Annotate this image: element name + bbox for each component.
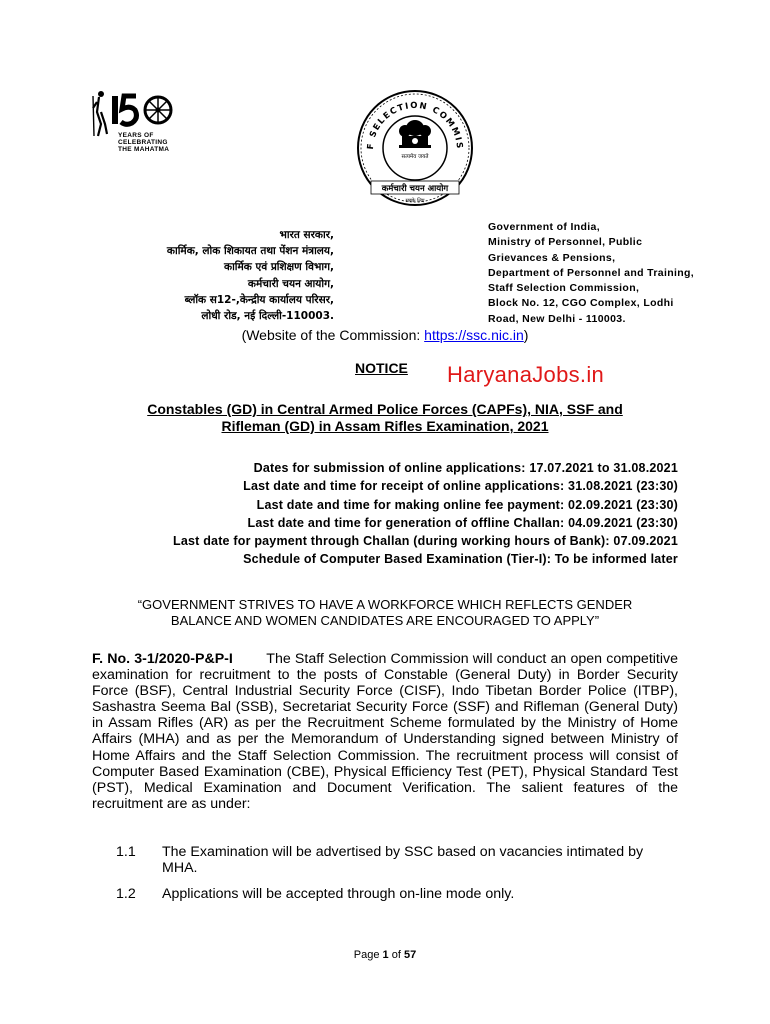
seal-hindi-name: कर्मचारी चयन आयोग [381,184,449,194]
english-address-line: Government of India, [488,221,601,233]
seal-arc-text: F SELECTION COMMIS [365,100,465,150]
seal-motto: सत्यमेव जयते [401,154,429,160]
ssc-emblem [355,88,475,210]
website-link[interactable]: https://ssc.nic.in [424,327,524,343]
english-address-line: Ministry of Personnel, Public [488,236,643,249]
list-item-text: The Examination will be advertised by SSC based on vacancies intimated by MHA. [162,844,644,877]
list-item-number: 1.1 [116,844,136,860]
hindi-address-line: कार्मिक, लोक शिकायत तथा पेंशन मंत्रालय, [166,245,334,258]
english-address [488,220,694,327]
exam-title-line-1: Constables (GD) in Central Armed Police Forces (CAPFs), NIA, SSF and [147,401,623,417]
footer-page-word: Page [353,949,380,961]
date-line: Last date and time for making online fee payment: 02.09.2021 (23:30) [256,497,678,512]
date-line: Last date and time for receipt of online applications: 31.08.2021 (23:30) [243,479,678,494]
gandhi-150-logo [92,88,202,174]
website-suffix: ) [523,327,529,343]
gandhi-150-emblem-icon [92,88,202,174]
list-item-text: Applications will be accepted through on-line mode only. [162,886,515,902]
footer-current-page: 1 [382,949,389,961]
english-address-line: Staff Selection Commission, [488,282,640,295]
watermark-text: HaryanaJobs.in [447,362,605,387]
quote-line-2: BALANCE AND WOMEN CANDIDATES ARE ENCOURAGED TO APPLY” [170,613,600,628]
list-item-number: 1.2 [116,886,136,902]
logo-line-1: YEARS OF [118,132,154,139]
ssc-seal-icon [355,88,475,210]
date-line: Last date for payment through Challan (during working hours of Bank): 07.09.2021 [173,534,678,549]
list-item [92,844,678,876]
date-line: Last date and time for generation of offline Challan: 04.09.2021 (23:30) [247,515,678,530]
hindi-address-line: भारत सरकार, [279,229,334,241]
notice-heading: NOTICE [355,360,408,376]
footer-total-pages: 57 [403,949,417,961]
quote-line-1: “GOVERNMENT STRIVES TO HAVE A WORKFORCE WHICH REFLECTS GENDER [137,597,633,612]
english-address-line: Grievances & Pensions, [488,251,616,264]
exam-title [0,401,770,435]
hindi-address-line: कार्मिक एवं प्रशिक्षण विभाग, [224,261,334,274]
list-item [92,886,678,902]
seal-tagline: सबके लिए [405,198,425,204]
intro-paragraph [92,651,678,812]
important-dates [173,459,678,569]
logo-line-3: THE MAHATMA [118,146,170,153]
file-number: F. No. 3-1/2020-P&P-I [92,651,233,667]
english-address-line: Block No. 12, CGO Complex, Lodhi [488,297,674,310]
gender-balance-quote [0,597,770,629]
hindi-address-line: ब्लॉक स12-,केन्द्रीय कार्यालय परिसर, [184,293,334,306]
intro-text: The Staff Selection Commission will conduct an open competitive examination for recruitment to the posts of Constable (General Duty) in Border Security Force (BSF), Central Industrial Security Force (CISF), Indo Tibetan Border Police (ITBP), Sashastra Seema Bal (SSB), Secretariat Security Force (SSF) and Rifleman (General Duty) in Assam Rifles (AR) as per the Recruitment Scheme formulated by the Ministry of Home Affairs (MHA) and as per the Memorandum of Understanding signed between Ministry of Home Affairs and the Staff Selection Commission. The recruitment process will consist of Computer Based Examination (CBE), Physical Efficiency Test (PET), Physical Standard Test (PST), Medical Examination and Document Verification. The salient features of the recruitment are as under: [92,651,678,812]
english-address-line: Department of Personnel and Training, [488,266,695,279]
date-line: Dates for submission of online applications: 17.07.2021 to 31.08.2021 [253,461,678,475]
website-prefix: (Website of the Commission: [241,327,425,343]
hindi-address-line: कर्मचारी चयन आयोग, [247,277,334,290]
footer-of-word: of [391,949,401,961]
website-line [0,327,770,343]
logo-line-2: CELEBRATING [118,139,168,146]
hindi-address [167,227,334,324]
english-address-line: Road, New Delhi - 110003. [488,312,626,325]
exam-title-line-2: Rifleman (GD) in Assam Rifles Examination, 2021 [221,418,549,434]
date-line: Schedule of Computer Based Examination (Tier-I): To be informed later [243,552,678,567]
page-footer [0,949,770,961]
hindi-address-line: लोधी रोड, नई दिल्ली-110003. [201,310,334,323]
